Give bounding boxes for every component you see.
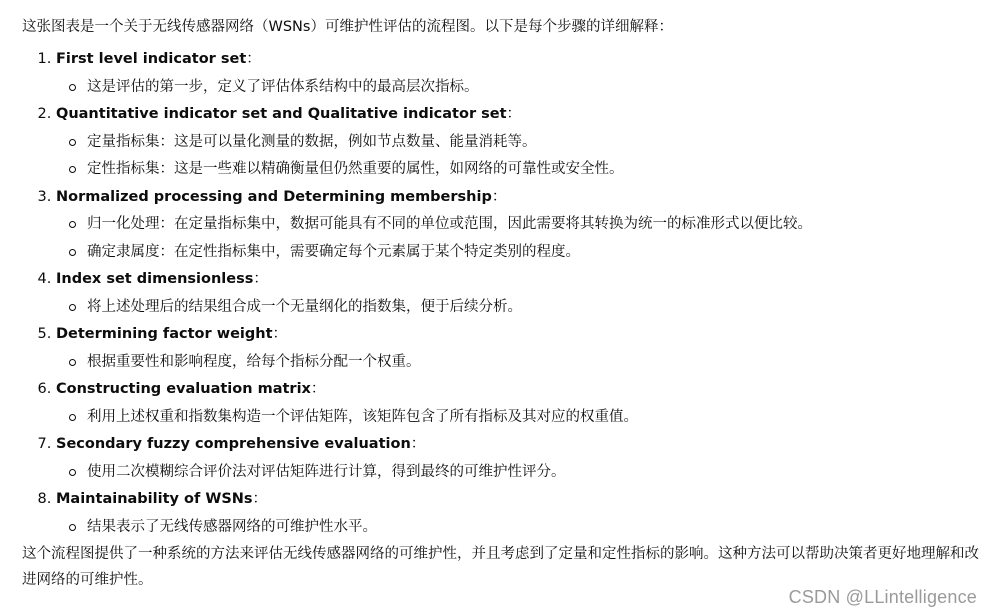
steps-list xyxy=(22,46,988,541)
step-item xyxy=(56,321,988,376)
step-detail: 利用上述权重和指数集构造一个评估矩阵，该矩阵包含了所有指标及其对应的权重值。 xyxy=(87,404,988,432)
step-detail: 归一化处理：在定量指标集中，数据可能具有不同的单位或范围，因此需要将其转换为统一的标准形式以便比较。 xyxy=(87,211,988,239)
step-title: Index set dimensionless xyxy=(56,271,254,287)
step-details xyxy=(56,129,988,184)
step-colon: ： xyxy=(410,436,426,452)
intro-paragraph: 这张图表是一个关于无线传感器网络（WSNs）可维护性评估的流程图。以下是每个步骤的详细解释： xyxy=(22,19,673,35)
step-title: Normalized processing and Determining membership xyxy=(56,188,492,205)
step-colon: ： xyxy=(253,271,268,287)
step-colon: ： xyxy=(310,381,326,397)
step-details xyxy=(56,211,988,266)
step-detail: 定量指标集：这是可以量化测量的数据，例如节点数量、能量消耗等。 xyxy=(87,129,988,157)
step-title: Constructing evaluation matrix xyxy=(56,381,311,397)
step-item xyxy=(56,266,988,321)
step-colon: ： xyxy=(272,326,288,342)
step-item xyxy=(56,431,988,486)
step-details xyxy=(56,514,988,542)
step-detail: 定性指标集：这是一些难以精确衡量但仍然重要的属性，如网络的可靠性或安全性。 xyxy=(87,156,988,184)
step-detail: 将上述处理后的结果组合成一个无量纲化的指数集，便于后续分析。 xyxy=(87,294,988,322)
step-colon: ： xyxy=(506,106,522,122)
step-colon: ： xyxy=(252,491,268,507)
step-details xyxy=(56,74,988,102)
step-item xyxy=(56,46,988,101)
step-item xyxy=(56,184,988,267)
step-title: Secondary fuzzy comprehensive evaluation xyxy=(56,436,411,452)
step-title: Determining factor weight xyxy=(56,326,273,342)
step-item xyxy=(56,376,988,431)
step-title: Quantitative indicator set and Qualitative indicator set xyxy=(56,106,507,122)
step-item xyxy=(56,101,988,184)
step-details xyxy=(56,294,988,322)
step-details xyxy=(56,349,988,377)
step-colon: ： xyxy=(246,51,261,67)
step-detail: 使用二次模糊综合评价法对评估矩阵进行计算，得到最终的可维护性评分。 xyxy=(87,459,988,487)
step-details xyxy=(56,459,988,487)
step-detail: 确定隶属度：在定性指标集中，需要确定每个元素属于某个特定类别的程度。 xyxy=(87,239,988,267)
step-details xyxy=(56,404,988,432)
document-body xyxy=(22,14,988,593)
step-title: Maintainability of WSNs xyxy=(56,491,253,507)
step-detail: 根据重要性和影响程度，给每个指标分配一个权重。 xyxy=(87,349,988,377)
step-colon: ： xyxy=(491,188,507,205)
conclusion-paragraph: 这个流程图提供了一种系统的方法来评估无线传感器网络的可维护性，并且考虑到了定量和定性指标的影响。这种方法可以帮助决策者更好地理解和改进网络的可维护性。 xyxy=(22,546,979,588)
csdn-watermark: CSDN @LLintelligence xyxy=(788,587,977,607)
step-title: First level indicator set xyxy=(56,51,247,67)
step-item xyxy=(56,486,988,541)
step-detail: 结果表示了无线传感器网络的可维护性水平。 xyxy=(87,514,988,542)
step-detail: 这是评估的第一步，定义了评估体系结构中的最高层次指标。 xyxy=(87,74,988,102)
